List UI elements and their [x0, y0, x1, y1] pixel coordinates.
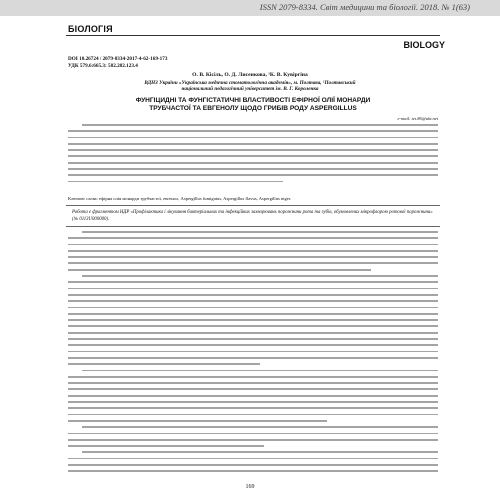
text-line [68, 269, 371, 271]
text-line [68, 407, 438, 409]
text-line [68, 357, 438, 359]
text-line [68, 439, 438, 441]
text-line [68, 262, 438, 264]
text-line [68, 137, 438, 139]
text-line [82, 124, 438, 126]
affiliation-line-1: ВДНЗ України «Українська медична стоматологічна академія», м. Полтава, ¹Полтавський [144, 80, 356, 86]
text-line [68, 130, 438, 132]
journal-header-text: ISSN 2079-8334. Світ медицини та біології. 2018. № 1(63) [259, 2, 470, 12]
body-text-lines [68, 231, 438, 472]
keywords-line: Ключові слова: ефірна олія монарди трубчастої, евгенол, Aspergillus fumigatus, Aspergillus flavus, Aspergillus niger. [68, 196, 292, 201]
text-line [68, 382, 438, 384]
text-line [68, 162, 438, 164]
text-line [68, 458, 438, 460]
text-line [68, 332, 438, 334]
text-line [68, 344, 438, 346]
text-line [82, 275, 438, 277]
text-line [68, 351, 438, 353]
text-line [82, 451, 438, 453]
text-line [68, 149, 438, 151]
text-line [68, 319, 438, 321]
text-line [68, 395, 438, 397]
text-line [68, 420, 327, 422]
text-line [68, 464, 438, 466]
abstract-text-lines [68, 124, 438, 182]
text-line [68, 414, 438, 416]
text-line [68, 433, 438, 435]
text-line [68, 376, 438, 378]
page-number: 169 [245, 484, 255, 490]
author-list: О. В. Кісіль, О. Д. Лисенкова, ¹К. В. Кувіргіна [192, 72, 308, 78]
text-line [68, 338, 438, 340]
text-line [68, 401, 438, 403]
text-line [68, 181, 283, 183]
text-line [82, 370, 438, 372]
section-rule [66, 35, 440, 36]
text-line [68, 155, 438, 157]
text-line [68, 294, 438, 296]
article-title-line-2: ТРУБЧАСТОЇ ТА ЕВГЕНОЛУ ЩОДО ГРИБІВ РОДУ ASPERGILLUS [149, 105, 357, 112]
text-line [68, 281, 438, 283]
text-line [68, 470, 438, 472]
article-title-line-1: ФУНГІЦИДНІ ТА ФУНГІСТАТИЧНІ ВЛАСТИВОСТІ ЕФІРНОЇ ОЛІЇ МОНАРДИ [135, 97, 371, 104]
text-line [68, 256, 438, 258]
text-line [68, 143, 438, 145]
grant-note: Робота є фрагментом НДР «Профілактика і лікування бактеріальних та інфекційних захворювань порожнини рота та зубів, обумовлених мікрофлорою ротової порожнини» (№ 0113U000000). [72, 210, 433, 222]
text-line [82, 426, 438, 428]
text-line [68, 288, 438, 290]
grant-separator [66, 226, 440, 227]
text-line [68, 307, 438, 309]
section-title-ukrainian: БІОЛОГІЯ [68, 24, 113, 34]
text-line [82, 231, 438, 233]
keywords-separator [66, 205, 440, 206]
text-line [68, 250, 438, 252]
text-line [68, 174, 438, 176]
udc-line: УДК 579.6:665.3: 582.282.123.4 [68, 63, 138, 69]
text-line [68, 168, 438, 170]
text-line [68, 313, 438, 315]
text-line [68, 363, 260, 365]
section-title-english: BIOLOGY [403, 40, 445, 50]
article-body [68, 231, 438, 477]
text-line [68, 244, 438, 246]
text-line [68, 325, 438, 327]
contact-email: e-mail: tet.86@ukr.net [397, 116, 438, 121]
text-line [68, 388, 438, 390]
text-line [68, 237, 438, 239]
doi-line: DOI 10.26724 / 2079-8334-2017-4-62-169-173 [68, 56, 168, 62]
text-line [68, 445, 264, 447]
affiliation-line-2: національний педагогічний університет ім. В. Г. Короленка [181, 86, 319, 92]
journal-header-band [0, 0, 500, 16]
abstract-paragraph [68, 124, 438, 187]
text-line [68, 300, 438, 302]
